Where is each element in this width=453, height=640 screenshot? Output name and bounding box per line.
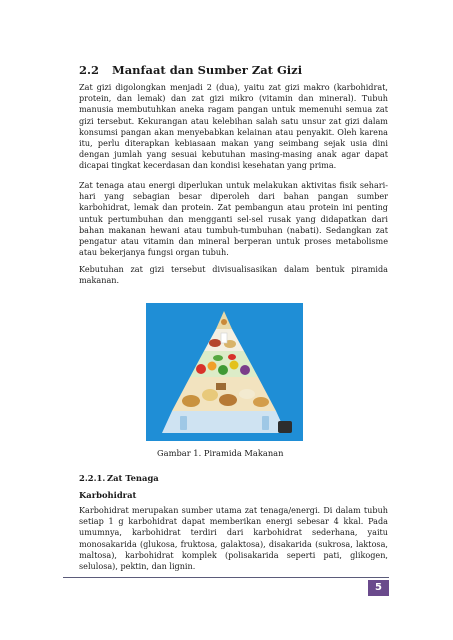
footer-divider	[63, 577, 389, 578]
paragraph-zat-gizi: Zat gizi digolongkan menjadi 2 (dua), yaitu zat gizi makro (karbohidrat, protein, dan lemak) dan zat gizi mikro (vitamin dan mineral). Tubuh manusia membutuhkan aneka ragam pangan untuk memenuhi semua zat gizi tersebut. Kekurangan atau kelebihan salah satu unsur zat gizi dalam konsumsi pangan akan menyebabkan kelainan atau penyakit. Oleh karena itu, perlu diterapkan kebiasaan makan yang seimbang sejak usia dini dengan jumlah yang sesuai kebutuhan masing-masing anak agar dapat dicapai tingkat kecerdasan dan kondisi kesehatan yang prima.	[79, 82, 388, 171]
food-pyramid-illustration	[146, 303, 303, 441]
subsection-title: Zat Tenaga	[107, 473, 159, 483]
paragraph-zat-tenaga: Zat tenaga atau energi diperlukan untuk melakukan aktivitas fisik sehari-hari yang sebagian besar diperoleh dari bahan pangan sumber karbohidrat, lemak dan protein. Zat pembangun atau protein ini penting untuk pertumbuhan dan mengganti sel-sel rusak yang didapatkan dari bahan makanan hewani atau tumbuh-tumbuhan (nabati). Sedangkan zat pengatur atau vitamin dan mineral berperan untuk proses metabolisme atau bekerjanya fungsi organ tubuh.	[79, 180, 388, 258]
paragraph-piramida: Kebutuhan zat gizi tersebut divisualisasikan dalam bentuk piramida makanan.	[79, 264, 388, 286]
food-pyramid-image	[146, 303, 303, 441]
section-heading	[79, 63, 302, 77]
figure-caption: Gambar 1. Piramida Makanan	[157, 448, 284, 458]
subsubsection-heading: Karbohidrat	[79, 490, 137, 500]
subsection-number: 2.2.1.	[79, 473, 106, 483]
section-number: 2.2	[79, 63, 100, 77]
subsection-heading	[79, 473, 159, 483]
section-title: Manfaat dan Sumber Zat Gizi	[112, 63, 303, 77]
page-number-badge: 5	[368, 580, 389, 596]
paragraph-karbohidrat: Karbohidrat merupakan sumber utama zat tenaga/energi. Di dalam tubuh setiap 1 g karbohidrat dapat memberikan energi sebesar 4 kkal. Pada umumnya, karbohidrat terdiri dari karbohidrat sederhana, yaitu monosakarida (glukosa, fruktosa, galaktosa), disakarida (sukrosa, laktosa, maltosa), karbohidrat komplek (polisakarida seperti pati, glikogen, selulosa), pektin, dan lignin.	[79, 505, 388, 572]
